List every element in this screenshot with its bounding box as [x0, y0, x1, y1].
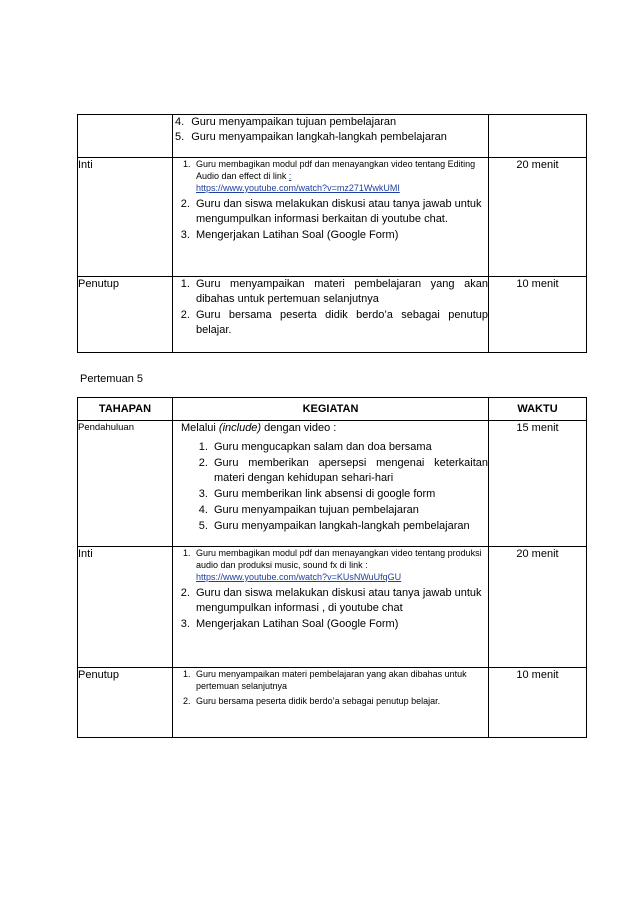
youtube-link[interactable]: https://www.youtube.com/watch?v=mz271WwkUMI	[196, 183, 400, 193]
stage-cell: Pendahuluan	[78, 421, 173, 547]
time-cell: 15 menit	[489, 421, 587, 547]
list-item	[175, 115, 488, 130]
list-number: 4.	[175, 116, 185, 128]
activity-cell	[173, 668, 489, 738]
list-item: 2. Guru dan siswa melakukan diskusi atau tanya jawab untuk mengumpulkan informasi berkaitan di youtube chat.	[193, 197, 488, 227]
intro-text: dengan video :	[261, 422, 337, 434]
list-item-text: Guru menyampaikan langkah-langkah pembelajaran	[191, 131, 447, 143]
list-item: 2. Guru dan siswa melakukan diskusi atau tanya jawab untuk mengumpulkan informasi , di youtube chat	[193, 586, 488, 616]
activity-cell	[173, 158, 489, 277]
list-item: 3. Mengerjakan Latihan Soal (Google Form)	[193, 228, 488, 243]
table-row-continuation	[78, 115, 587, 158]
list-item: 5. Guru menyampaikan langkah-langkah pembelajaran	[211, 519, 488, 534]
list-item	[193, 547, 488, 583]
list-number: 5.	[175, 131, 185, 143]
time-cell: 20 menit	[489, 158, 587, 277]
intro-text: Melalui	[181, 422, 219, 434]
list-item	[193, 158, 488, 194]
activity-cell	[173, 421, 489, 547]
list-item: 2. Guru bersama peserta didik berdo’a sebagai penutup belajar.	[193, 308, 488, 338]
time-cell: 10 menit	[489, 277, 587, 353]
table-header-row	[78, 398, 587, 421]
activity-cell	[173, 277, 489, 353]
lesson-table-1	[77, 114, 587, 353]
list-item: 1. Guru menyampaikan materi pembelajaran yang akan dibahas untuk pertemuan selanjutnya	[193, 668, 488, 692]
stage-cell: Penutup	[78, 668, 173, 738]
list-item: 1. Guru menyampaikan materi pembelajaran yang akan dibahas untuk pertemuan selanjutnya	[193, 277, 488, 307]
activity-cell	[173, 115, 489, 158]
stage-cell: Penutup	[78, 277, 173, 353]
activity-intro	[181, 421, 488, 436]
intro-italic: (include)	[218, 422, 262, 434]
list-item-text: Guru menyampaikan tujuan pembelajaran	[191, 116, 397, 128]
list-item: 2. Guru memberikan apersepsi mengenai keterkaitan materi dengan kehidupan sehari-hari	[211, 456, 488, 486]
table-row-inti	[78, 547, 587, 668]
link-colon: :	[288, 171, 292, 181]
column-header-waktu: WAKTU	[489, 398, 587, 421]
activity-cell	[173, 547, 489, 668]
list-item: 4. Guru menyampaikan tujuan pembelajaran	[211, 503, 488, 518]
list-item: 3. Mengerjakan Latihan Soal (Google Form)	[193, 617, 488, 632]
stage-cell: Inti	[78, 158, 173, 277]
stage-cell: Inti	[78, 547, 173, 668]
list-item: 3. Guru memberikan link absensi di google form	[211, 487, 488, 502]
table-row-penutup	[78, 277, 587, 353]
table-row-pendahuluan	[78, 421, 587, 547]
section-heading: Pertemuan 5	[80, 373, 143, 385]
column-header-kegiatan: KEGIATAN	[173, 398, 489, 421]
list-item-text: Guru membagikan modul pdf dan menayangkan video tentang produksi audio dan produksi music, sound fx di link :	[196, 548, 482, 570]
stage-cell-empty	[78, 115, 173, 158]
lesson-table-2	[77, 397, 587, 738]
column-header-tahapan: TAHAPAN	[78, 398, 173, 421]
list-item: 1. Guru mengucapkan salam dan doa bersama	[211, 440, 488, 455]
list-item	[175, 130, 488, 145]
time-cell: 10 menit	[489, 668, 587, 738]
youtube-link[interactable]: https://www.youtube.com/watch?v=KUsNWuUfqGU	[196, 572, 402, 582]
time-cell: 20 menit	[489, 547, 587, 668]
list-item: 2. Guru bersama peserta didik berdo’a sebagai penutup belajar.	[193, 695, 488, 707]
table-row-inti	[78, 158, 587, 277]
time-cell-empty	[489, 115, 587, 158]
table-row-penutup	[78, 668, 587, 738]
list-item-text: Guru membagikan modul pdf dan menayangkan video tentang Editing Audio dan effect di link	[196, 159, 476, 181]
